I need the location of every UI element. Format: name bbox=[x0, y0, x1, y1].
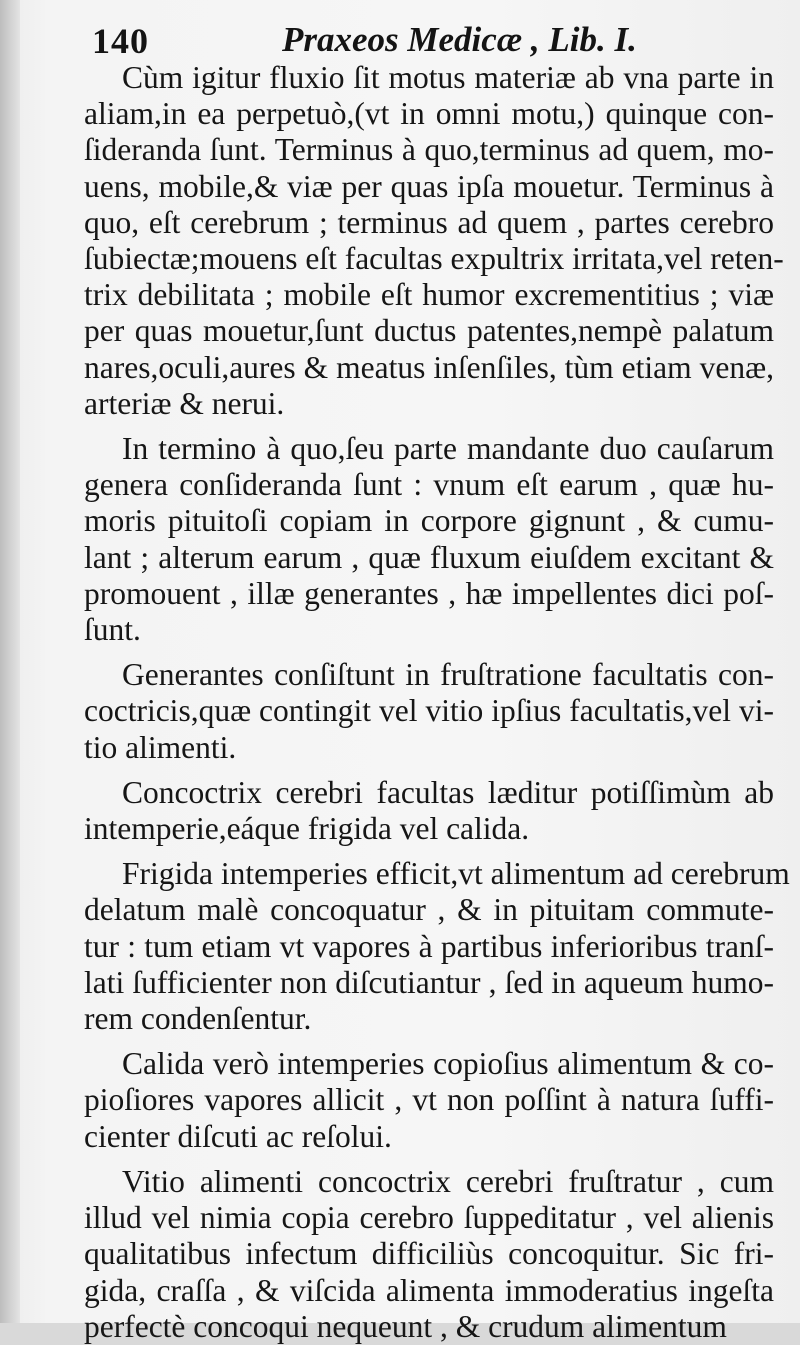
text-line: tur : tum etiam vt vapores à partibus inferioribus tranſ- bbox=[84, 928, 774, 964]
text-line: trix debilitata ; mobile eſt humor excrementitius ; viæ bbox=[84, 277, 774, 313]
text-line: intemperie,eáque frigida vel calida. bbox=[84, 811, 530, 847]
text-line: qualitatibus infectum difficiliùs concoquitur. Sic fri- bbox=[84, 1236, 774, 1272]
text-line: perfectè concoqui nequeunt , & crudum alimentum bbox=[84, 1308, 727, 1344]
body-text bbox=[84, 60, 790, 1345]
text-line: Concoctrix cerebri facultas læditur potiſſimùm ab bbox=[122, 774, 774, 810]
text-line: aliam,in ea perpetuò,(vt in omni motu,) quinque con- bbox=[84, 96, 774, 132]
paragraph bbox=[84, 657, 774, 766]
text-line: promouent , illæ generantes , hæ impellentes dici poſ- bbox=[84, 575, 774, 611]
text-line: Cùm igitur fluxio ſit motus materiæ ab vna parte in bbox=[122, 60, 774, 95]
text-line: arteriæ & nerui. bbox=[84, 385, 285, 421]
text-line: lati ſufficienter non diſcutiantur , ſed in aqueum humo- bbox=[84, 964, 774, 1000]
text-line: illud vel nimia copia cerebro ſuppeditatur , vel alienis bbox=[84, 1200, 774, 1236]
text-line: ſunt. bbox=[84, 612, 141, 648]
text-line: uens, mobile,& viæ per quas ipſa mouetur. Terminus à bbox=[84, 168, 774, 204]
text-line: nares,oculi,aures & meatus inſenſiles, tùm etiam venæ, bbox=[84, 349, 774, 385]
paragraph bbox=[84, 60, 784, 422]
paragraph-gap bbox=[84, 1155, 774, 1164]
binding-gutter bbox=[0, 0, 20, 1323]
paragraph bbox=[84, 1046, 774, 1155]
paragraph-gap bbox=[84, 648, 774, 657]
paragraph bbox=[84, 856, 790, 1037]
text-line: moris pituitoſi copiam in corpore gignunt , & cumu- bbox=[84, 503, 774, 539]
paragraph bbox=[84, 431, 774, 648]
page-number: 140 bbox=[92, 21, 149, 61]
text-line: coctricis,quæ contingit vel vitio ipſius facultatis,vel vi- bbox=[84, 693, 774, 729]
running-head: Praxeos Medicæ , Lib. I. bbox=[282, 20, 637, 59]
text-line: gida, craſſa , & viſcida alimenta immoderatius ingeſta bbox=[84, 1272, 774, 1308]
text-line: pioſiores vapores allicit , vt non poſſint à natura ſuffi- bbox=[84, 1082, 774, 1118]
text-line: ſideranda ſunt. Terminus à quo,terminus ad quem, mo- bbox=[84, 132, 774, 168]
text-line: In termino à quo,ſeu parte mandante duo cauſarum bbox=[122, 431, 774, 467]
text-line: Generantes conſiſtunt in fruſtratione facultatis con- bbox=[122, 657, 774, 693]
text-line: lant ; alterum earum , quæ fluxum eiuſdem excitant & bbox=[84, 539, 774, 575]
text-line: per quas mouetur,ſunt ductus patentes,nempè palatum bbox=[84, 313, 774, 349]
paragraph bbox=[84, 1164, 774, 1345]
paragraph-gap bbox=[84, 1037, 774, 1046]
text-line: Vitio alimenti concoctrix cerebri fruſtratur , cum bbox=[122, 1163, 774, 1199]
text-line: delatum malè concoquatur , & in pituitam commute- bbox=[84, 892, 774, 928]
paragraph-gap bbox=[84, 422, 774, 431]
text-line: rem condenſentur. bbox=[84, 1001, 312, 1037]
paragraph-gap bbox=[84, 847, 774, 856]
text-line: quo, eſt cerebrum ; terminus ad quem , partes cerebro bbox=[84, 204, 774, 240]
text-line: Frigida intemperies efficit,vt alimentum ad cerebrum bbox=[122, 856, 790, 892]
text-line: tio alimenti. bbox=[84, 729, 237, 765]
text-line: Calida verò intemperies copioſius alimentum & co- bbox=[122, 1046, 774, 1082]
paragraph bbox=[84, 775, 774, 847]
text-line: cienter diſcuti ac reſolui. bbox=[84, 1118, 392, 1154]
text-line: genera conſideranda ſunt : vnum eſt earum , quæ hu- bbox=[84, 467, 774, 503]
text-line: ſubiectæ;mouens eſt facultas expultrix irritata,vel reten- bbox=[84, 241, 784, 277]
paragraph-gap bbox=[84, 766, 774, 775]
